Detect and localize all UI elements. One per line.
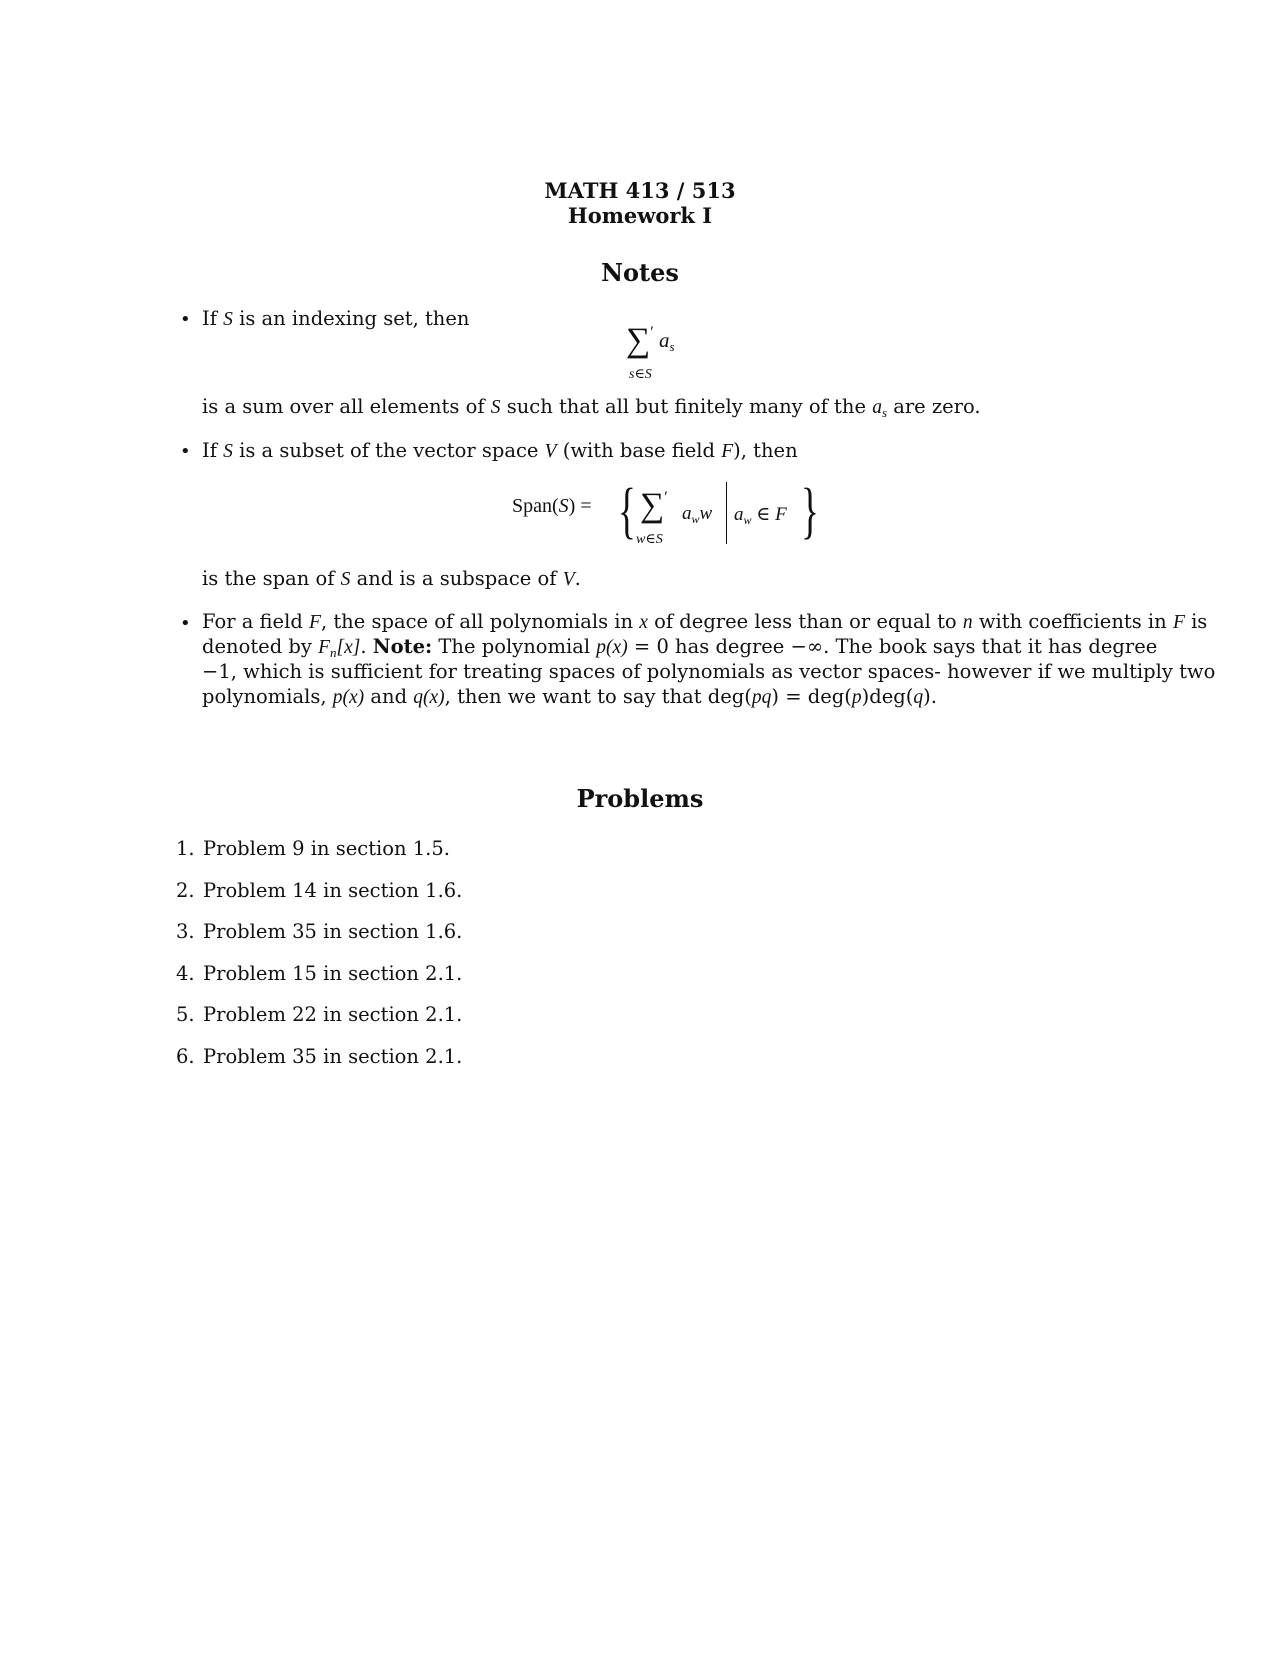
problems-heading: Problems <box>576 784 704 813</box>
list-item-text: Problem 35 in section 2.1. <box>203 1045 463 1068</box>
right-brace: } <box>801 477 819 545</box>
left-brace: { <box>618 477 636 545</box>
list-item-number: 6. <box>176 1045 195 1068</box>
list-item-number: 4. <box>176 962 195 985</box>
bullet3-line3: −1, which is sufficient for treating spaces of polynomials as vector spaces- however if we multiply two <box>202 660 1216 683</box>
set-builder-bar <box>726 482 727 544</box>
bullet1-explanation: is a sum over all elements of S such that all but finitely many of the $a_s$ are zero. <box>202 395 981 420</box>
bullet3-line1: For a field F, the space of all polynomials in x of degree less than or equal to n with coefficients in F is <box>202 610 1208 633</box>
span-lhs: Span(S) = <box>512 495 592 517</box>
bullet2-explanation: is the span of S and is a subspace of V. <box>202 567 581 590</box>
notes-heading: Notes <box>601 258 679 287</box>
span-sum: ∑′ <box>640 487 668 524</box>
primed-sum-formula: ∑′ as <box>626 322 675 359</box>
list-item-number: 1. <box>176 837 195 860</box>
span-sum-index: w∈S <box>636 532 663 547</box>
list-item-text: Problem 15 in section 2.1. <box>203 962 463 985</box>
span-sum-term: $a_ww$ <box>682 503 713 526</box>
sigma-symbol: ∑ <box>626 322 651 359</box>
bullet3-line4: polynomials, p(x) and q(x), then we want to say that deg(pq) = deg(p)deg(q). <box>202 685 937 708</box>
bullet-icon: • <box>180 441 191 462</box>
bullet-icon: • <box>180 309 191 330</box>
assignment-title: Homework I <box>567 203 713 228</box>
span-condition: $a_w$ ∈ F <box>734 504 787 527</box>
bullet-icon: • <box>180 613 191 634</box>
list-item-number: 5. <box>176 1003 195 1026</box>
list-item-number: 2. <box>176 879 195 902</box>
sum-index: s∈S <box>629 367 652 382</box>
list-item-text: Problem 9 in section 1.5. <box>203 837 450 860</box>
bullet1-intro: If S is an indexing set, then <box>202 307 470 330</box>
prime-mark: ′ <box>650 324 654 341</box>
note-label: Note: <box>372 635 433 658</box>
list-item-text: Problem 35 in section 1.6. <box>203 920 463 943</box>
bullet3-line2: denoted by $F_n[x]$. Note: The polynomial p(x) = 0 has degree −∞. The book says that it has degree <box>202 635 1158 660</box>
course-title: MATH 413 / 513 <box>544 178 736 203</box>
list-item-text: Problem 14 in section 1.6. <box>203 879 463 902</box>
bullet2-intro: If S is a subset of the vector space V (with base field F), then <box>202 439 798 462</box>
list-item-text: Problem 22 in section 2.1. <box>203 1003 463 1026</box>
list-item-number: 3. <box>176 920 195 943</box>
